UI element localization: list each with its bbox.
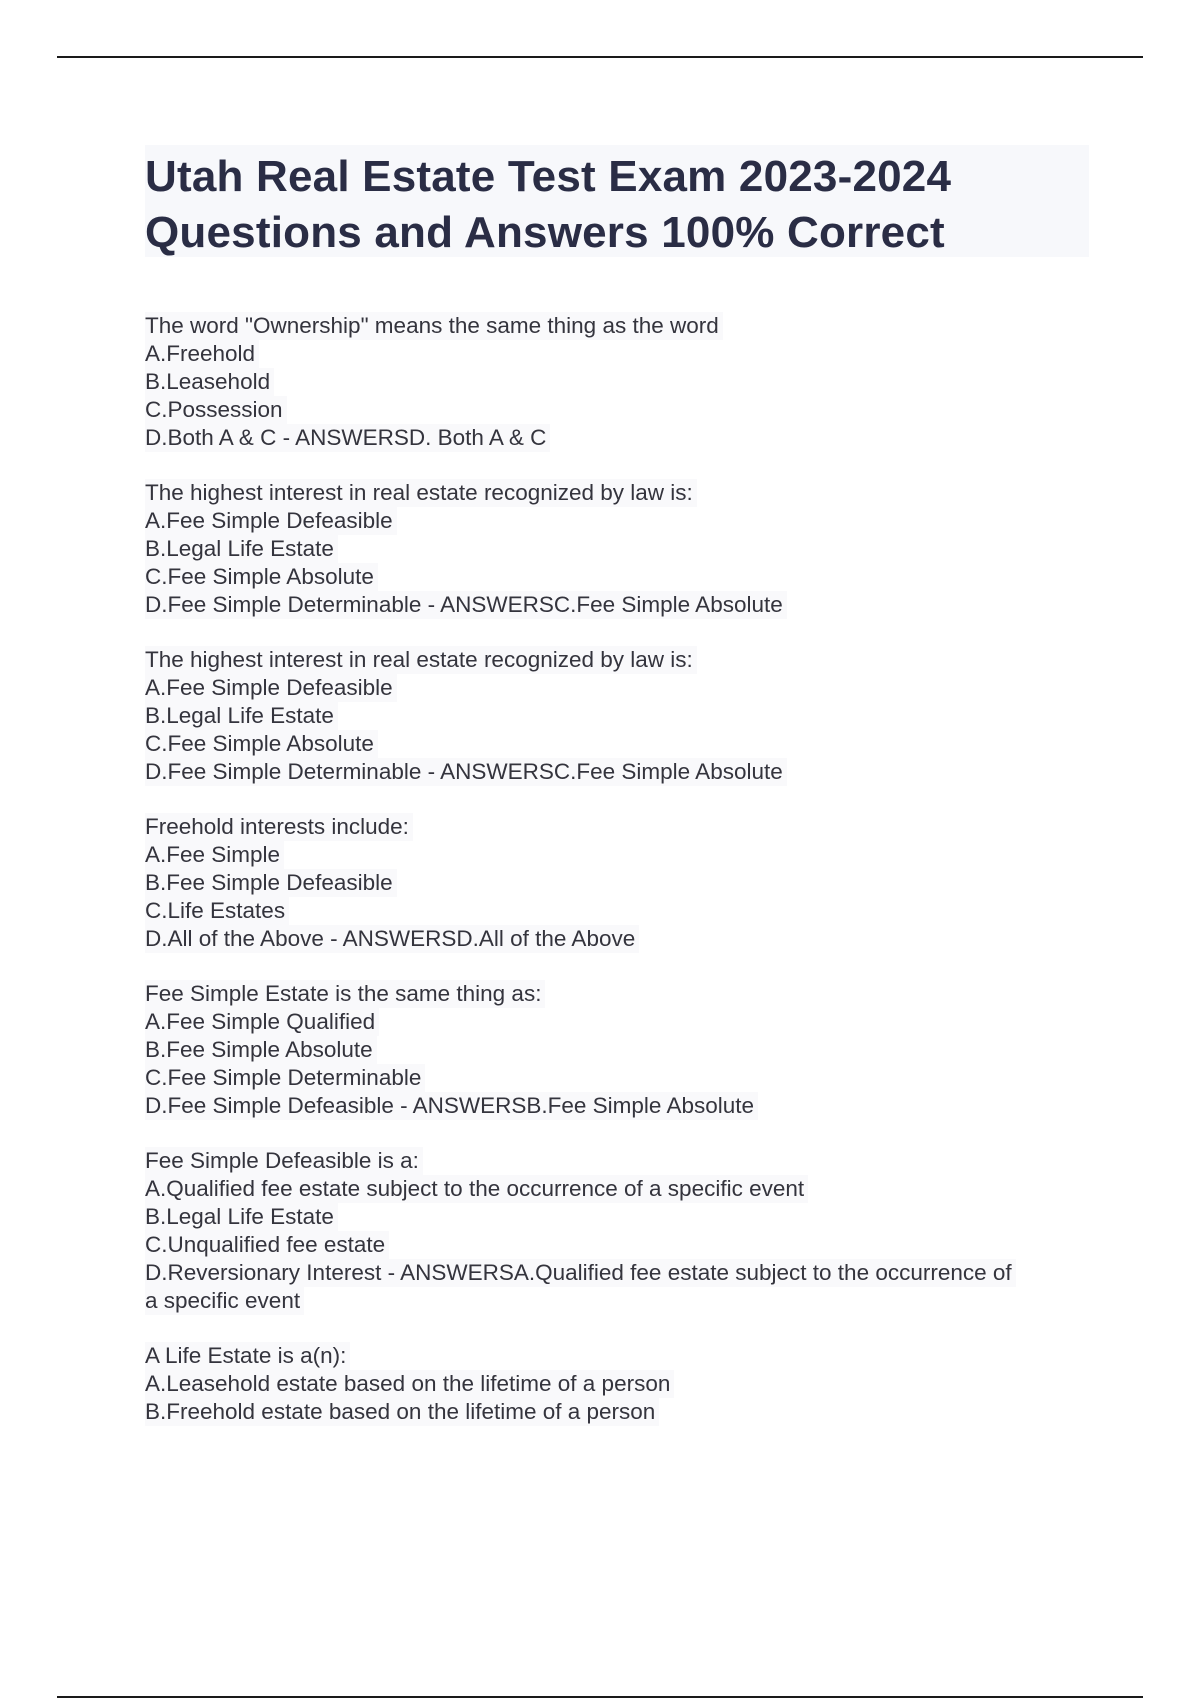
- question-text: The highest interest in real estate recognized by law is:: [145, 646, 697, 674]
- option-b: B.Legal Life Estate: [145, 1203, 338, 1231]
- option-c: C.Fee Simple Absolute: [145, 563, 378, 591]
- option-a: A.Fee Simple Qualified: [145, 1008, 379, 1036]
- option-a: A.Qualified fee estate subject to the occurrence of a specific event: [145, 1175, 808, 1203]
- title-line-1: Utah Real Estate Test Exam 2023-2024: [145, 152, 952, 201]
- question-block-7: [145, 1342, 1089, 1426]
- option-c: C.Possession: [145, 396, 287, 424]
- option-d-answer-wrap: a specific event: [145, 1287, 304, 1315]
- question-text: A Life Estate is a(n):: [145, 1342, 350, 1370]
- question-block-4: [145, 813, 1089, 953]
- option-b: B.Freehold estate based on the lifetime of a person: [145, 1398, 659, 1426]
- option-a: A.Fee Simple: [145, 841, 284, 869]
- option-c: C.Fee Simple Absolute: [145, 730, 378, 758]
- option-b: B.Legal Life Estate: [145, 702, 338, 730]
- option-b: B.Legal Life Estate: [145, 535, 338, 563]
- option-d-answer: D.Fee Simple Determinable - ANSWERSC.Fee Simple Absolute: [145, 758, 787, 786]
- option-a: A.Freehold: [145, 340, 259, 368]
- question-block-6: [145, 1147, 1089, 1315]
- question-text: Freehold interests include:: [145, 813, 413, 841]
- question-text: Fee Simple Defeasible is a:: [145, 1147, 423, 1175]
- option-d-answer: D.Fee Simple Determinable - ANSWERSC.Fee Simple Absolute: [145, 591, 787, 619]
- question-block-5: [145, 980, 1089, 1120]
- option-a: A.Leasehold estate based on the lifetime of a person: [145, 1370, 674, 1398]
- question-block-1: [145, 312, 1089, 452]
- footer-rule: [57, 1696, 1143, 1698]
- question-block-2: [145, 479, 1089, 619]
- option-d-answer: D.Reversionary Interest - ANSWERSA.Qualified fee estate subject to the occurrence of: [145, 1259, 1016, 1287]
- document-title: [145, 145, 1089, 261]
- questions-list: [145, 312, 1089, 1453]
- option-c: C.Fee Simple Determinable: [145, 1064, 425, 1092]
- option-b: B.Fee Simple Absolute: [145, 1036, 377, 1064]
- question-text: The highest interest in real estate recognized by law is:: [145, 479, 697, 507]
- question-text: The word "Ownership" means the same thing as the word: [145, 312, 723, 340]
- title-line-2: Questions and Answers 100% Correct: [145, 208, 945, 257]
- option-d-answer: D.Both A & C - ANSWERSD. Both A & C: [145, 424, 550, 452]
- option-c: C.Unqualified fee estate: [145, 1231, 389, 1259]
- option-a: A.Fee Simple Defeasible: [145, 507, 397, 535]
- option-b: B.Leasehold: [145, 368, 274, 396]
- option-a: A.Fee Simple Defeasible: [145, 674, 397, 702]
- header-rule: [57, 56, 1143, 58]
- option-d-answer: D.All of the Above - ANSWERSD.All of the Above: [145, 925, 639, 953]
- title-block: [145, 145, 1089, 257]
- option-b: B.Fee Simple Defeasible: [145, 869, 397, 897]
- option-c: C.Life Estates: [145, 897, 289, 925]
- question-text: Fee Simple Estate is the same thing as:: [145, 980, 545, 1008]
- question-block-3: [145, 646, 1089, 786]
- option-d-answer: D.Fee Simple Defeasible - ANSWERSB.Fee Simple Absolute: [145, 1092, 758, 1120]
